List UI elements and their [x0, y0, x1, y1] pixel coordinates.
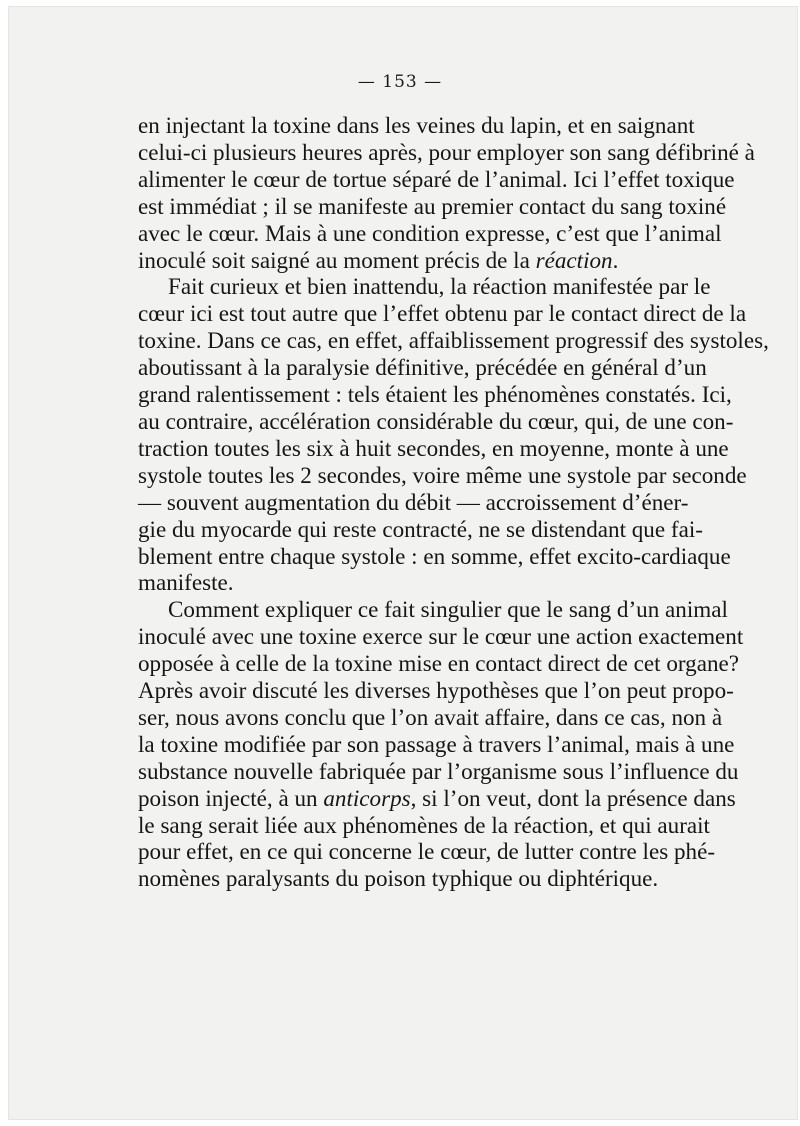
text-line: toxine. Dans ce cas, en effet, affaiblissement progressif des systoles, [138, 327, 769, 354]
text-line: est immédiat ; il se manifeste au premier contact du sang toxiné [138, 192, 727, 219]
text-line: systole toutes les 2 secondes, voire même une systole par seconde [138, 461, 747, 488]
text-fragment: inoculé soit saigné au moment précis de la [138, 246, 536, 273]
text-line: grand ralentissement : tels étaient les phénomènes constatés. Ici, [138, 381, 732, 408]
text-line: le sang serait liée aux phénomènes de la réaction, et qui aurait [138, 811, 710, 838]
text-line: gie du myocarde qui reste contracté, ne se distendant que fai- [138, 515, 703, 542]
text-fragment: poison injecté, à un [138, 784, 324, 811]
italic-term: anticorps [323, 784, 411, 811]
paragraph-1 [138, 112, 755, 273]
text-line: la toxine modifiée par son passage à travers l’animal, mais à une [138, 730, 735, 757]
page-number: — 153 — [357, 72, 443, 92]
text-line: inoculé avec une toxine exerce sur le cœur une action exactement [138, 623, 744, 650]
text-line: alimenter le cœur de tortue séparé de l’animal. Ici l’effet toxique [138, 165, 735, 192]
text-line: opposée à celle de la toxine mise en contact direct de cet organe? [138, 650, 740, 677]
text-fragment: . [612, 246, 619, 273]
text-line: Fait curieux et bien inattendu, la réaction manifestée par le [168, 273, 711, 300]
text-line: ser, nous avons conclu que l’on avait affaire, dans ce cas, non à [138, 703, 723, 730]
text-line: cœur ici est tout autre que l’effet obtenu par le contact direct de la [138, 300, 747, 327]
show-through-text [135, 895, 680, 915]
text-fragment: , si l’on veut, dont la présence dans [410, 784, 736, 811]
text-line: pour effet, en ce qui concerne le cœur, de lutter contre les phé- [138, 838, 716, 865]
text-line: Après avoir discuté les diverses hypothèses que l’on peut propo- [138, 677, 734, 704]
italic-term: réaction [535, 246, 613, 273]
text-line: au contraire, accélération considérable du cœur, qui, de une con- [138, 407, 734, 434]
body-text [138, 112, 769, 892]
text-line: avec le cœur. Mais à une condition expresse, c’est que l’animal [138, 219, 722, 246]
text-line: traction toutes les six à huit secondes, en moyenne, monte à une [138, 434, 729, 461]
text-line: celui-ci plusieurs heures après, pour employer son sang défibriné à [138, 138, 755, 165]
text-line [138, 784, 736, 812]
text-line: substance nouvelle fabriquée par l’organisme sous l’influence du [138, 757, 739, 784]
text-line: manifeste. [138, 569, 234, 596]
text-line: Comment expliquer ce fait singulier que le sang d’un animal [168, 596, 728, 623]
text-line: — souvent augmentation du débit — accroissement d’éner- [138, 488, 689, 515]
paragraph-3 [138, 596, 744, 892]
text-line: aboutissant à la paralysie définitive, précédée en général d’un [138, 354, 707, 381]
text-line: blement entre chaque systole : en somme, effet excito-cardiaque [138, 542, 731, 569]
text-line [138, 247, 683, 274]
paragraph-2 [138, 273, 769, 596]
text-line: en injectant la toxine dans les veines du lapin, et en saignant [138, 112, 695, 138]
text-line: nomènes paralysants du poison typhique ou diphtérique. [138, 865, 659, 892]
